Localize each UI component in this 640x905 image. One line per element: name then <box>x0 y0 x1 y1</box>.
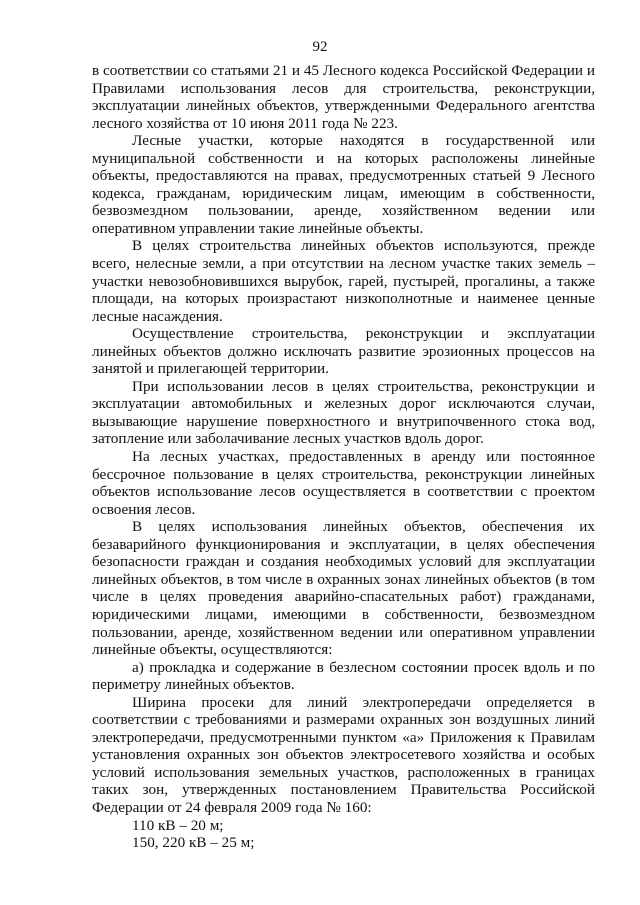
paragraph-lease: На лесных участках, предоставленных в аренду или постоянное бессрочное пользование в целях строительства, реконструкции линейных объектов использование лесов осуществляется в соответствии с проектом освоения лесов. <box>92 448 595 518</box>
paragraph-erosion: Осуществление строительства, реконструкции и эксплуатации линейных объектов должно исключать развитие эрозионных процессов на занятой и прилегающей территории. <box>92 325 595 378</box>
list-item-150-220kv: 150, 220 кВ – 25 м; <box>132 834 255 852</box>
paragraph-continuation: в соответствии со статьями 21 и 45 Лесного кодекса Российской Федерации и Правилами использования лесов для строительства, реконструкции, эксплуатации линейных объектов, утвержденными Федерального агентства лесного хозяйства от 10 июня 2011 года № 223. <box>92 62 595 132</box>
list-item-a: а) прокладка и содержание в безлесном состоянии просек вдоль и по периметру линейных объектов. <box>92 658 595 694</box>
paragraph-line-objects-use: В целях использования линейных объектов, обеспечения их безаварийного функционирования и эксплуатации, в целях обеспечения безопасности граждан и создания необходимых условий для эксплуатации линейных объектов, в том числе в охранных зонах линейных объектов (в том числе в целях проведения аварийно-спасательных работ) гражданами, юридическими лицами, имеющими в собственности, безвозмездном пользовании, аренде, хозяйственном ведении или оперативном управлении линейные объекты, осуществляются: <box>92 518 595 659</box>
page-number: 92 <box>312 39 328 55</box>
paragraph-clearing-width: Ширина просеки для линий электропередачи определяется в соответствии с требованиями и размерами охранных зон воздушных линий электропередачи, предусмотренными пунктом «а» Приложения к Правилам установления охранных зон объектов электросетевого хозяйства и особых условий использования земельных участков, расположенных в границах таких зон, утвержденных постановлением Правительства Российской Федерации от 24 февраля 2009 года № 160: <box>92 693 595 816</box>
paragraph-roads: При использовании лесов в целях строительства, реконструкции и эксплуатации автомобильных и железных дорог исключаются случаи, вызывающие нарушение поверхностного и внутрипочвенного стока вод, затопление или заболачивание лесных участков вдоль дорог. <box>92 377 595 448</box>
paragraph-forest-plots: Лесные участки, которые находятся в государственной или муниципальной собственности и на которых расположены линейные объекты, предоставляются на правах, предусмотренных статьей 9 Лесного кодекса, гражданам, юридическим лицам, имеющим в собственности, безвозмездном пользовании, аренде, хозяйственном ведении или оперативном управлении такие линейные объекты. <box>92 132 595 237</box>
list-item-110kv: 110 кВ – 20 м; <box>132 816 224 834</box>
document-body <box>92 62 595 852</box>
paragraph-construction-lands: В целях строительства линейных объектов используются, прежде всего, нелесные земли, а при отсутствии на лесном участке таких земель – участки невозобновившихся вырубок, гарей, пустырей, прогалины, а также площади, на которых произрастают низкополнотные и наименее ценные лесные насаждения. <box>92 237 595 325</box>
